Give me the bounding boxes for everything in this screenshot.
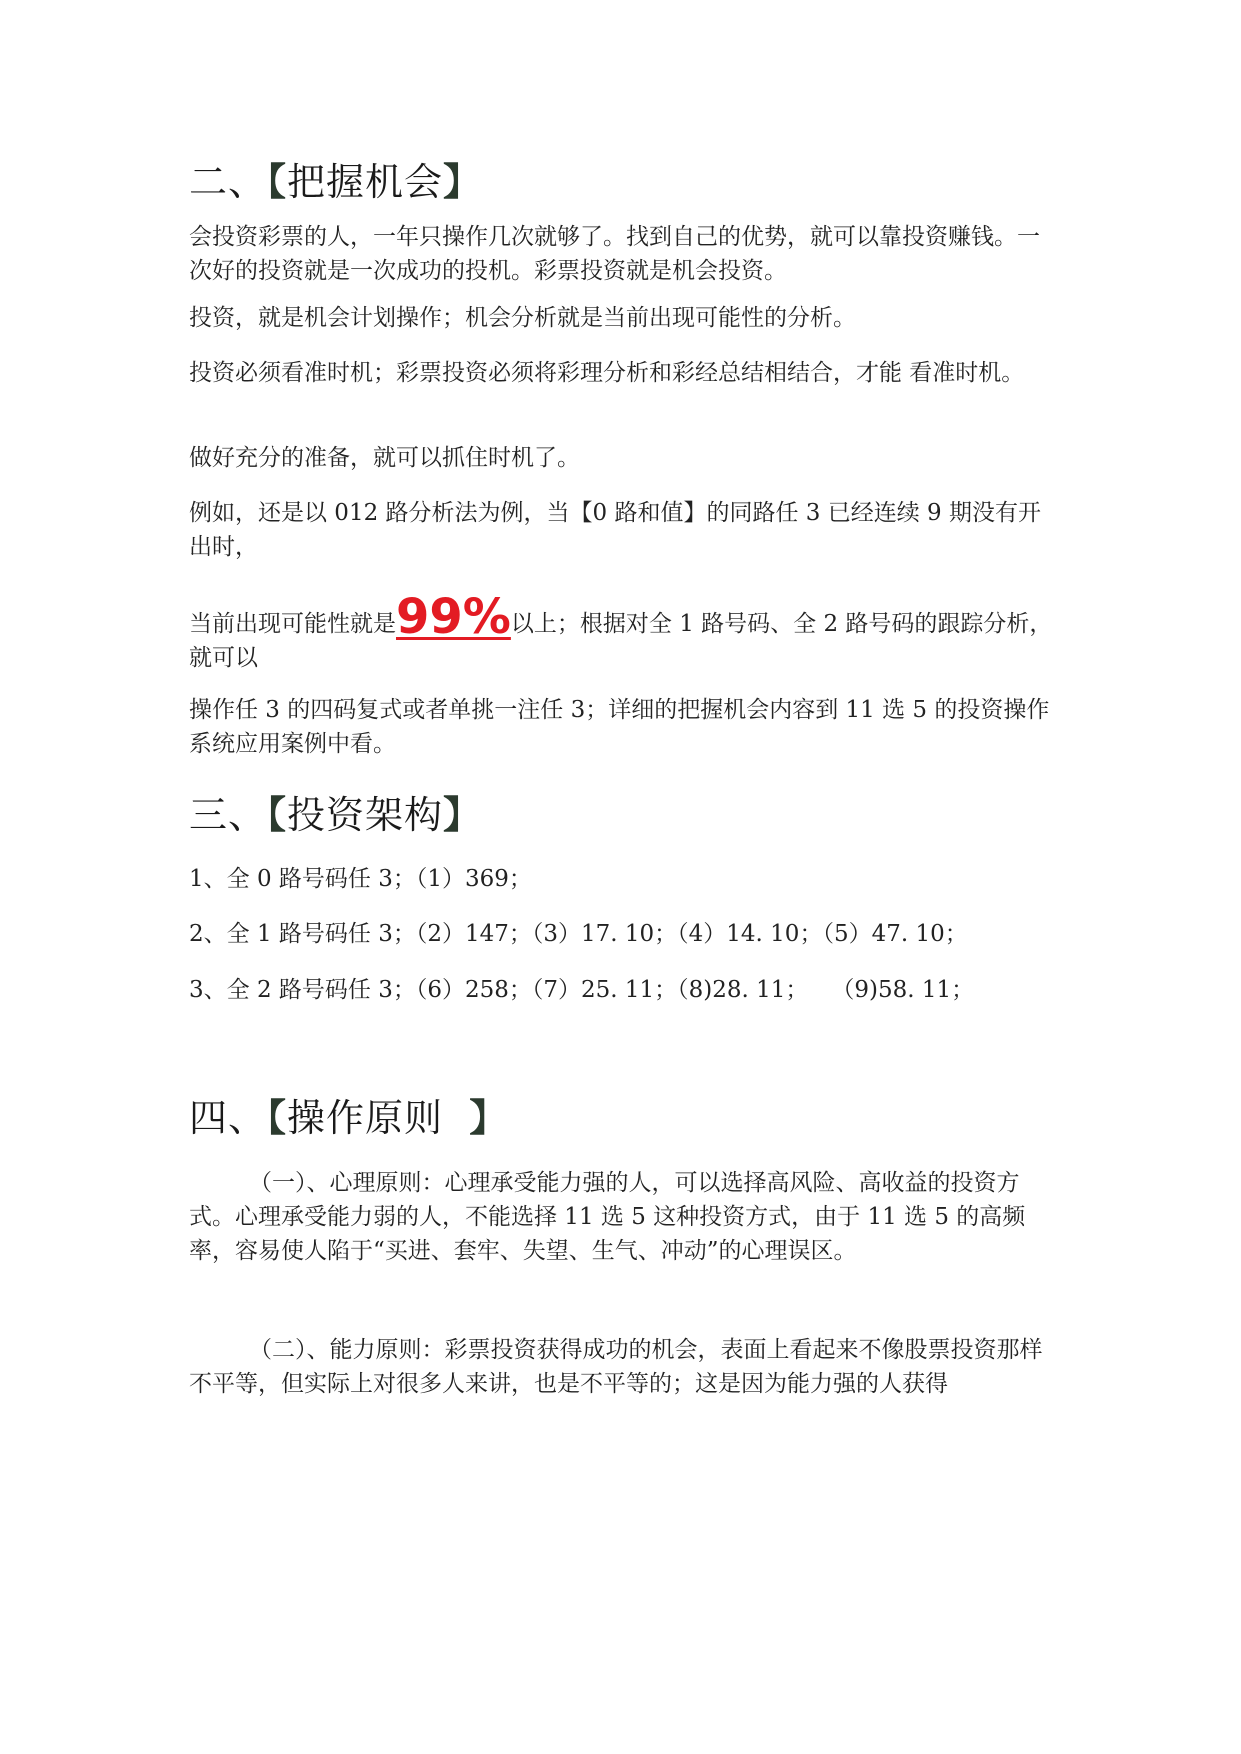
paragraph: 做好充分的准备，就可以抓住时机了。 <box>189 445 580 471</box>
section-heading-operation-principles <box>189 1094 508 1142</box>
section-heading-grasp-opportunity <box>189 158 482 206</box>
heading-text: 投资架构 <box>287 793 444 837</box>
principle-paragraph: （二）、能力原则：彩票投资获得成功的机会，表面上看起来不像股票投资那样不平等，但实际上对很多人来讲，也是不平等的；这是因为能力强的人获得 <box>189 1337 1043 1397</box>
heading-text: 把握机会 <box>287 160 444 204</box>
heading-text: 操作原则 <box>287 1096 470 1140</box>
highlight-text-before: 当前出现可能性就是 <box>189 611 396 637</box>
highlight-text-after: 以上；根据对全 1 路号码、全 2 路号码的跟踪分析，就可以 <box>189 611 1053 671</box>
heading-number: 二、 <box>189 160 268 204</box>
heading-number: 三、 <box>189 793 268 837</box>
heading-bracket-open: 【 <box>267 1095 288 1140</box>
structure-line: 3、全 2 路号码任 3；（6）258；（7）25. 11；（8)28. 11； （9)58. 11； <box>189 977 975 1003</box>
probability-highlight: 99% <box>396 589 511 645</box>
structure-line: 2、全 1 路号码任 3；（2）147；（3）17. 10；（4）14. 10；（5）47. 10； <box>189 921 968 947</box>
paragraph: 操作任 3 的四码复式或者单挑一注任 3；详细的把握机会内容到 11 选 5 的投资操作系统应用案例中看。 <box>189 697 1050 757</box>
heading-bracket-open: 【 <box>267 159 288 204</box>
structure-line: 1、全 0 路号码任 3；（1）369； <box>189 866 532 892</box>
highlight-paragraph <box>189 589 1059 675</box>
heading-bracket-close: 】 <box>443 792 483 837</box>
heading-bracket-close: 】 <box>443 159 483 204</box>
section-heading-investment-structure <box>189 791 482 839</box>
paragraph: 投资必须看准时机；彩票投资必须将彩理分析和彩经总结相结合，才能 看准时机。 <box>189 360 1025 386</box>
paragraph: 会投资彩票的人，一年只操作几次就够了。找到自己的优势，就可以靠投资赚钱。一次好的投资就是一次成功的投机。彩票投资就是机会投资。 <box>189 224 1040 284</box>
principle-paragraph: （一）、心理原则：心理承受能力强的人，可以选择高风险、高收益的投资方式。心理承受能力弱的人，不能选择 11 选 5 这种投资方式，由于 11 选 5 的高频率，容易使人陷于“买进、套牢、失望、生气、冲动”的心理误区。 <box>189 1170 1026 1264</box>
heading-number: 四、 <box>189 1096 268 1140</box>
paragraph: 投资，就是机会计划操作；机会分析就是当前出现可能性的分析。 <box>189 305 856 331</box>
paragraph: 例如，还是以 012 路分析法为例，当【0 路和值】的同路任 3 已经连续 9 期没有开出时， <box>189 500 1041 560</box>
heading-bracket-close: 】 <box>469 1095 509 1140</box>
heading-bracket-open: 【 <box>267 792 288 837</box>
